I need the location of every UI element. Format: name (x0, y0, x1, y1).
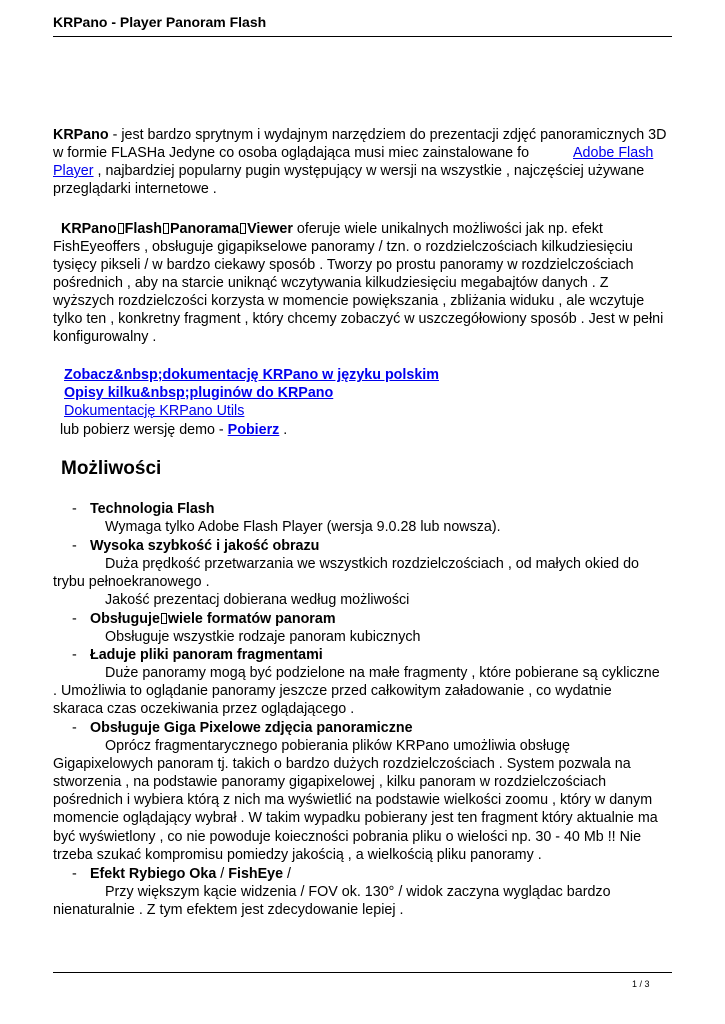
list-item-title-b: wiele formatów panoram (167, 611, 336, 627)
list-bullet: - (72, 611, 77, 627)
list-item-title-sep: / (216, 866, 229, 882)
list-item-6-title (72, 865, 291, 883)
list-bullet: - (72, 866, 77, 882)
brand-name: KRPano (53, 127, 109, 143)
list-item-6-text-2: nienaturalnie . Z tym efektem jest zdecydowanie lepiej . (53, 902, 404, 918)
list-item-title-b: FishEye (228, 866, 284, 882)
missing-glyph-icon (240, 223, 246, 234)
download-suffix: . (279, 422, 288, 438)
adobe-flash-player-link[interactable]: Adobe Flash Player (53, 145, 654, 179)
list-item-title-tail: / (283, 866, 292, 882)
page-number: 1 / 3 (632, 979, 650, 989)
list-item-title: Technologia Flash (90, 501, 215, 517)
list-item-4-text-1: Duże panoramy mogą być podzielone na małe fragmenty , które pobierane są cykliczne (105, 665, 660, 681)
flash-word: Flash (124, 221, 162, 237)
header-divider (53, 36, 672, 37)
krpano-word: KRPano (61, 221, 117, 237)
list-item-5-text-1: Oprócz fragmentarycznego pobierania plików KRPano umożliwia obsługę (105, 738, 570, 754)
list-item-title: Obsługuje Giga Pixelowe zdjęcia panoramiczne (90, 720, 413, 736)
list-item-4-title (72, 646, 323, 664)
list-item-2-text-2: trybu pełnoekranowego . (53, 574, 210, 590)
list-item-5-text-5: momencie oglądający wybrał . W takim wypadku pobierany jest ten fragment który aktualnie ma (53, 810, 658, 826)
plugins-link-text[interactable]: Opisy kilku&nbsp;pluginów do KRPano (64, 385, 334, 401)
plugins-link[interactable] (64, 384, 333, 402)
viewer-word: Viewer (247, 221, 293, 237)
list-item-4-text-2: . Umożliwia to oglądanie panoramy jeszcze przed całkowitym załadowanie , co wydatnie (53, 683, 612, 699)
intro-text-2: , najbardziej popularny pugin występujący w wersji na wszystkie , najczęściej używane przeglądarki internetowe . (53, 163, 645, 197)
list-item-5-text-4: pośrednich i wybiera którą z nich ma wyświetlić na podstawie wielkości zoomu , który w danym (53, 792, 653, 808)
list-item-5-title (72, 719, 413, 737)
list-item-4-text-3: skaraca czas oczekiwania przez oglądającego . (53, 701, 355, 717)
footer-divider (53, 972, 672, 973)
list-item-title: Ładuje pliki panoram fragmentami (90, 647, 323, 663)
section-heading: Możliwości (61, 458, 162, 479)
list-bullet: - (72, 501, 77, 517)
download-prefix: lub pobierz wersję demo - (60, 422, 228, 438)
doc-pl-link[interactable] (64, 366, 439, 384)
download-link[interactable]: Pobierz (227, 422, 280, 438)
utils-link[interactable] (64, 402, 244, 420)
list-item-title-a: Obsługuje (90, 611, 160, 627)
list-bullet: - (72, 720, 77, 736)
list-item-6-text-1: Przy większym kącie widzenia / FOV ok. 130° / widok zaczyna wyglądac bardzo (105, 884, 611, 900)
page-header-title: KRPano - Player Panoram Flash (53, 14, 267, 30)
download-line (60, 421, 287, 439)
list-item-5-text-3: stworzenia , na podstawie panoramy gigapixelowej , kilku panoram w rozdzielczościach (53, 774, 607, 790)
list-bullet: - (72, 538, 77, 554)
list-item-2-text-1: Duża prędkość przetwarzania we wszystkich rozdzielczościach , od małych okied do (105, 556, 639, 572)
list-item-3-title (72, 610, 336, 628)
missing-glyph-icon (161, 613, 167, 624)
list-item-5-text-6: być wyświetlony , co nie powoduje koieczności pobrania pliku o wielości np. 30 - 40 Mb !! Nie (53, 829, 642, 845)
doc-pl-link-text[interactable]: Zobacz&nbsp;dokumentację KRPano w języku polskim (64, 367, 439, 383)
list-item-3-text: Obsługuje wszystkie rodzaje panoram kubicznych (105, 629, 421, 645)
list-item-5-text-2: Gigapixelowych panoram tj. takich o bardzo dużych rozdzielczościach . System pozwala na (53, 756, 631, 772)
missing-glyph-icon (118, 223, 124, 234)
list-item-1-title (72, 500, 214, 518)
panorama-word: Panorama (169, 221, 240, 237)
features-text: oferuje wiele unikalnych możliwości jak np. efekt FishEyeoffers , obsługuje gigapikselowe panoramy / tzn. o rozdzielczościach kilkudziesięciu tysięcy pikseli / w bardzo ciekawy sposób . Tworzy po prostu panoramy w rozdzielczościach pośrednich , aby na starcie uniknąć wczytywania kilkudziesięciu megabajtów danych . Z wyższych rozdzielczości korzysta w momencie powiększania , zbliżania widuku , ale wczytuje tylko ten , konkretny fragment , który chcemy zobaczyć w uszczegółowiony sposób . Jest w pełni konfigurowalny . (53, 221, 664, 345)
features-paragraph (53, 220, 673, 346)
list-item-5-text-7: trzeba szukać kompromisu pomiedzy jakością , a wielkością pliku panoramy . (53, 847, 542, 863)
list-item-1-text: Wymaga tylko Adobe Flash Player (wersja 9.0.28 lub nowsza). (105, 519, 501, 535)
list-item-2-text-3: Jakość prezentacj dobierana według możliwości (105, 592, 410, 608)
intro-paragraph (53, 126, 673, 198)
missing-glyph-icon (163, 223, 169, 234)
utils-link-text[interactable]: Dokumentację KRPano Utils (64, 403, 245, 419)
list-item-2-title (72, 537, 319, 555)
list-item-title-a: Efekt Rybiego Oka (90, 866, 217, 882)
list-item-title: Wysoka szybkość i jakość obrazu (90, 538, 320, 554)
intro-text-1: - jest bardzo sprytnym i wydajnym narzędziem do prezentacji zdjęć panoramicznych 3D w formie FLASHa Jedyne co osoba oglądająca musi miec zainstalowane fo (53, 127, 667, 161)
list-bullet: - (72, 647, 77, 663)
